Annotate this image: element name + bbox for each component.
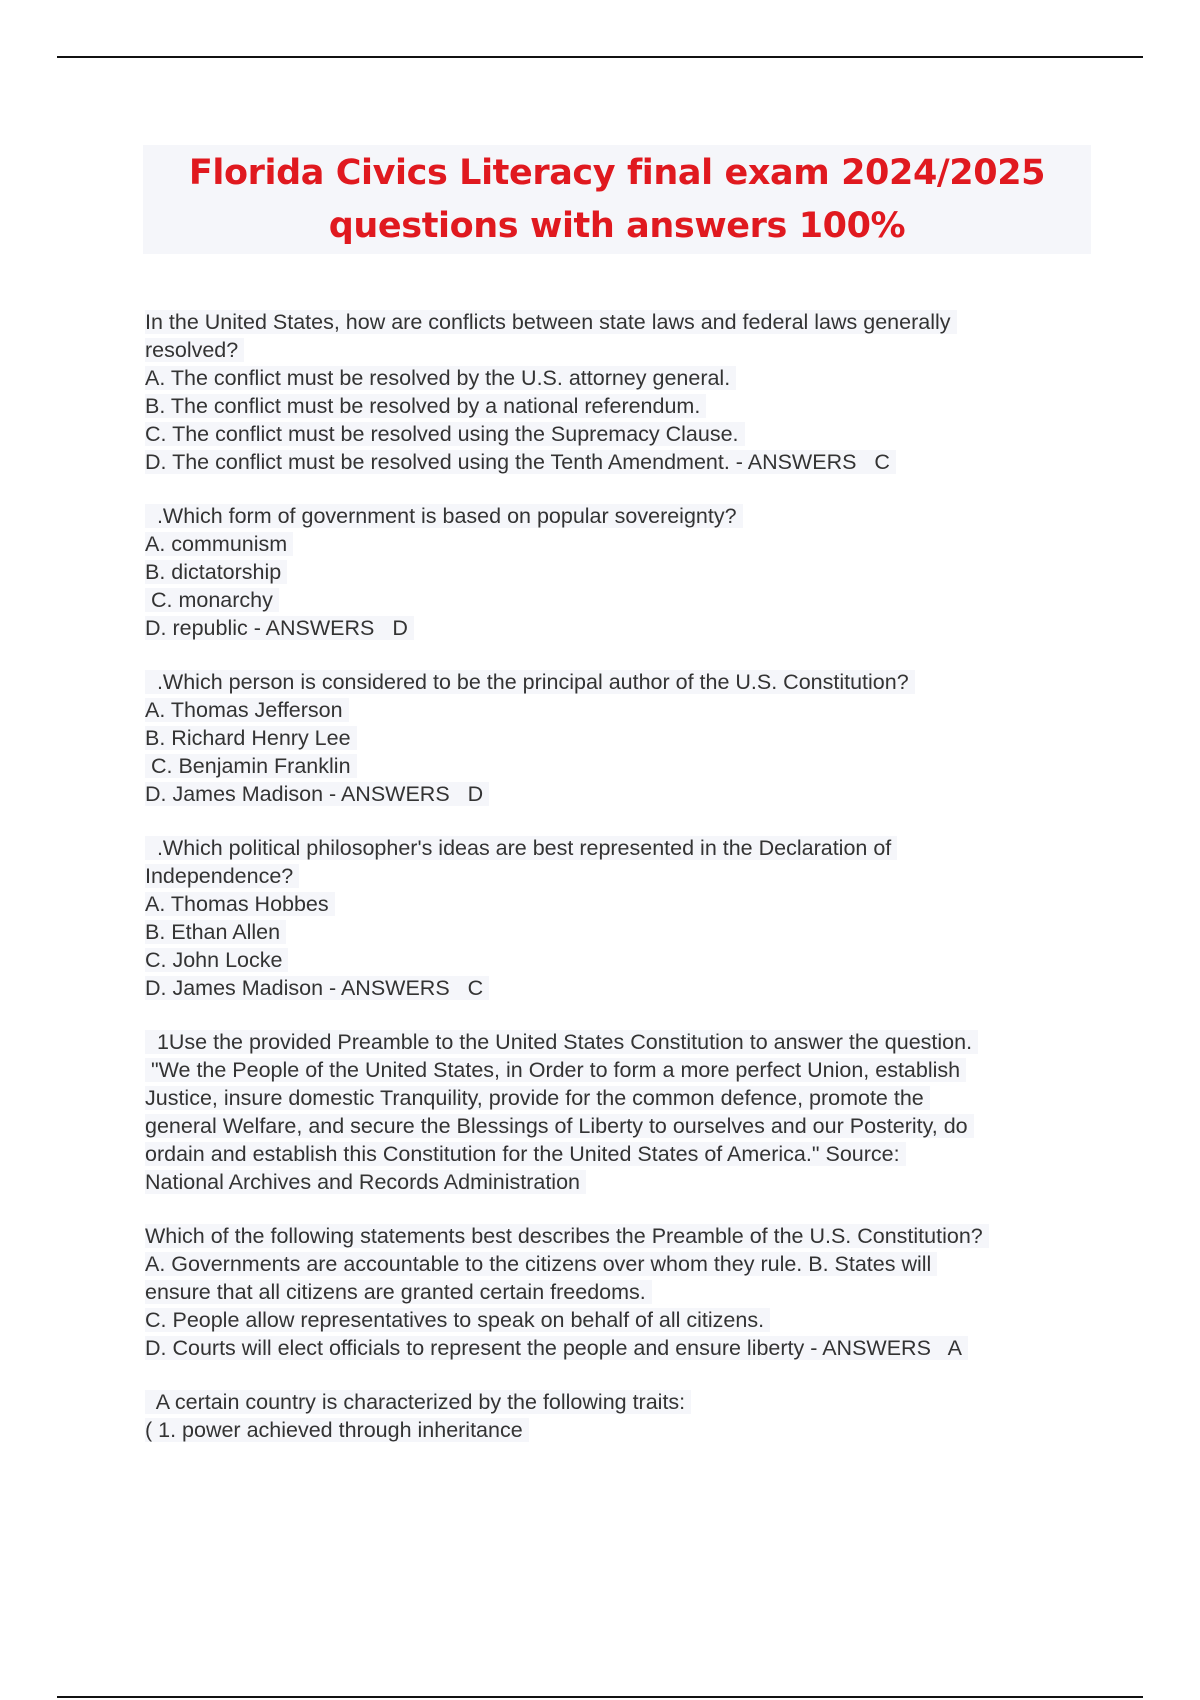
answer-option (145, 974, 1105, 1002)
preamble-block (145, 1028, 1105, 1196)
question-block-3 (145, 668, 1105, 808)
option-text: B. Ethan Allen (145, 920, 286, 944)
preamble-text: Justice, insure domestic Tranquility, provide for the common defence, promote the (145, 1086, 930, 1110)
option-text: A. The conflict must be resolved by the U.S. attorney general. (145, 366, 736, 390)
option-text: C. monarchy (145, 588, 279, 612)
answer-option (145, 946, 1105, 974)
option-text: D. James Madison - ANSWERS D (145, 782, 489, 806)
question-block-6 (145, 1388, 1105, 1444)
question-line (145, 336, 1105, 364)
answer-option (145, 752, 1105, 780)
question-block-2 (145, 502, 1105, 642)
question-block-4 (145, 834, 1105, 1002)
option-text: A. Thomas Hobbes (145, 892, 335, 916)
option-text: A. communism (145, 532, 293, 556)
question-line (145, 834, 1105, 862)
preamble-line (145, 1140, 1105, 1168)
preamble-line (145, 1028, 1105, 1056)
document-title-banner (143, 145, 1091, 254)
answer-option (145, 558, 1105, 586)
option-text: B. The conflict must be resolved by a national referendum. (145, 394, 706, 418)
answer-option (145, 364, 1105, 392)
option-text: C. Benjamin Franklin (145, 754, 357, 778)
answer-option (145, 586, 1105, 614)
answer-option (145, 696, 1105, 724)
preamble-text: general Welfare, and secure the Blessings of Liberty to ourselves and our Posterity, do (145, 1114, 974, 1138)
question-text: .Which political philosopher's ideas are best represented in the Declaration of (145, 836, 897, 860)
option-text: D. republic - ANSWERS D (145, 616, 414, 640)
option-text: D. Courts will elect officials to represent the people and ensure liberty - ANSWERS A (145, 1336, 968, 1360)
option-text: ensure that all citizens are granted certain freedoms. (145, 1280, 652, 1304)
option-text: C. People allow representatives to speak on behalf of all citizens. (145, 1308, 770, 1332)
preamble-text: ordain and establish this Constitution for the United States of America." Source: (145, 1142, 906, 1166)
answer-option (145, 1306, 1105, 1334)
question-line (145, 1222, 1105, 1250)
answer-option (145, 780, 1105, 808)
answer-option (145, 918, 1105, 946)
preamble-line (145, 1056, 1105, 1084)
question-text: Independence? (145, 864, 299, 888)
preamble-line (145, 1084, 1105, 1112)
bottom-rule (57, 1696, 1143, 1698)
preamble-text: "We the People of the United States, in Order to form a more perfect Union, establish (145, 1058, 966, 1082)
question-text: .Which form of government is based on popular sovereignty? (145, 504, 743, 528)
answer-option (145, 392, 1105, 420)
answer-option (145, 448, 1105, 476)
option-text: A. Governments are accountable to the citizens over whom they rule. B. States will (145, 1252, 937, 1276)
document-title-line-1: Florida Civics Literacy final exam 2024/2025 (188, 152, 1046, 193)
question-text: ( 1. power achieved through inheritance (145, 1418, 529, 1442)
answer-option (145, 1334, 1105, 1362)
preamble-text: National Archives and Records Administration (145, 1170, 586, 1194)
answer-option (145, 614, 1105, 642)
option-text: C. John Locke (145, 948, 288, 972)
questions-content (145, 308, 1105, 1470)
question-line (145, 308, 1105, 336)
option-text: D. The conflict must be resolved using the Tenth Amendment. - ANSWERS C (145, 450, 896, 474)
answer-option (145, 530, 1105, 558)
option-text: B. dictatorship (145, 560, 287, 584)
answer-option (145, 890, 1105, 918)
question-line (145, 502, 1105, 530)
answer-option (145, 724, 1105, 752)
preamble-text: 1Use the provided Preamble to the United States Constitution to answer the question. (145, 1030, 978, 1054)
option-text: B. Richard Henry Lee (145, 726, 357, 750)
question-text: Which of the following statements best describes the Preamble of the U.S. Constitution? (145, 1224, 989, 1248)
question-line (145, 1388, 1105, 1416)
preamble-line (145, 1168, 1105, 1196)
question-text: resolved? (145, 338, 244, 362)
answer-option (145, 1278, 1105, 1306)
question-text: In the United States, how are conflicts between state laws and federal laws generally (145, 310, 957, 334)
question-text: A certain country is characterized by the following traits: (145, 1390, 691, 1414)
top-rule (57, 56, 1143, 58)
document-title-line-2: questions with answers 100% (328, 205, 906, 246)
answer-option (145, 1250, 1105, 1278)
question-line (145, 668, 1105, 696)
option-text: A. Thomas Jefferson (145, 698, 349, 722)
preamble-line (145, 1112, 1105, 1140)
option-text: D. James Madison - ANSWERS C (145, 976, 489, 1000)
question-line (145, 1416, 1105, 1444)
question-line (145, 862, 1105, 890)
question-block-5 (145, 1222, 1105, 1362)
question-block-1 (145, 308, 1105, 476)
option-text: C. The conflict must be resolved using the Supremacy Clause. (145, 422, 745, 446)
answer-option (145, 420, 1105, 448)
question-text: .Which person is considered to be the principal author of the U.S. Constitution? (145, 670, 915, 694)
